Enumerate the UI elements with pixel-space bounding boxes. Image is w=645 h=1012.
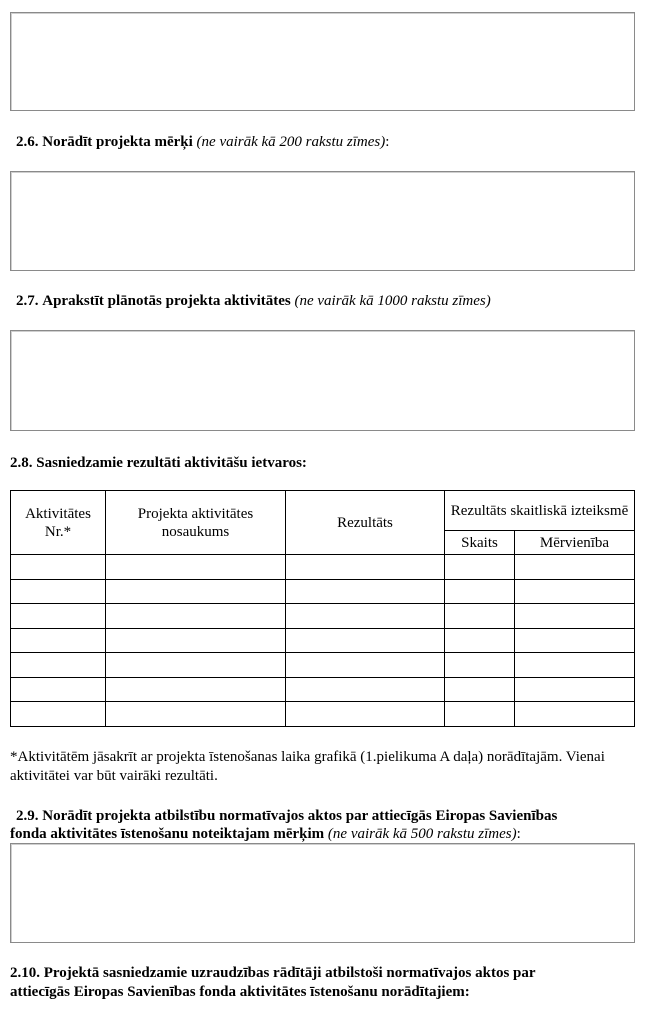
section-2-10-heading-line2 (10, 983, 470, 1001)
table-row (11, 555, 635, 580)
planned-activities-textbox[interactable] (10, 330, 635, 431)
section-2-10-heading (10, 964, 536, 982)
text-box-previous[interactable] (10, 12, 635, 111)
section-2-6-title: Norādīt projekta mērķi (42, 134, 193, 150)
section-2-8-heading (10, 454, 307, 472)
section-2-8-number: 2.8. (10, 455, 33, 471)
header-activity-nr: Aktivitātes Nr.* (11, 491, 106, 555)
project-goal-textbox[interactable] (10, 171, 635, 271)
table-footnote: *Aktivitātēm jāsakrīt ar projekta īstenošanas laika grafikā (1.pielikuma A daļa) norādītajām. Vienai aktivitātei var būt vairāki rezultāti. (10, 749, 605, 784)
section-2-10-title-line2: attiecīgās Eiropas Savienības fonda aktivitātes īstenošanu norādītajiem: (10, 984, 470, 1000)
eu-fund-compliance-textbox[interactable] (10, 843, 635, 943)
header-numeric-result: Rezultāts skaitliskā izteiksmē (445, 491, 635, 531)
table-row (11, 579, 635, 604)
section-2-7-heading (16, 292, 491, 310)
table-row (11, 653, 635, 678)
header-count: Skaits (445, 531, 515, 555)
table-row (11, 702, 635, 727)
section-2-6-number: 2.6. (16, 134, 39, 150)
section-2-8-title: Sasniedzamie rezultāti aktivitāšu ietvaros: (36, 455, 307, 471)
section-2-6-heading (16, 133, 389, 151)
section-2-7-note: (ne vairāk kā 1000 rakstu zīmes) (294, 293, 491, 309)
table-row (11, 604, 635, 629)
header-activity-name: Projekta aktivitātes nosaukums (106, 491, 286, 555)
section-2-10-number: 2.10. (10, 965, 40, 981)
results-table (10, 490, 635, 727)
section-2-7-number: 2.7. (16, 293, 39, 309)
section-2-9-number: 2.9. (16, 808, 39, 824)
section-2-9-note: (ne vairāk kā 500 rakstu zīmes) (327, 826, 517, 842)
section-2-9-heading (16, 807, 557, 825)
header-unit: Mērvienība (515, 531, 635, 555)
section-2-9-title-line1: Norādīt projekta atbilstību normatīvajos aktos par attiecīgās Eiropas Savienības (42, 808, 558, 824)
header-result: Rezultāts (286, 491, 445, 555)
section-2-6-note: (ne vairāk kā 200 rakstu zīmes) (196, 134, 386, 150)
table-row (11, 677, 635, 702)
section-2-9-heading-line2 (10, 825, 521, 843)
section-2-9-suffix: : (516, 826, 521, 842)
section-2-9-title-line2: fonda aktivitātes īstenošanu noteiktajam mērķim (10, 826, 325, 842)
section-2-7-title: Aprakstīt plānotās projekta aktivitātes (42, 293, 291, 309)
section-2-10-title-line1: Projektā sasniedzamie uzraudzības rādītāji atbilstoši normatīvajos aktos par (43, 965, 536, 981)
table-row (11, 628, 635, 653)
section-2-6-suffix: : (385, 134, 390, 150)
